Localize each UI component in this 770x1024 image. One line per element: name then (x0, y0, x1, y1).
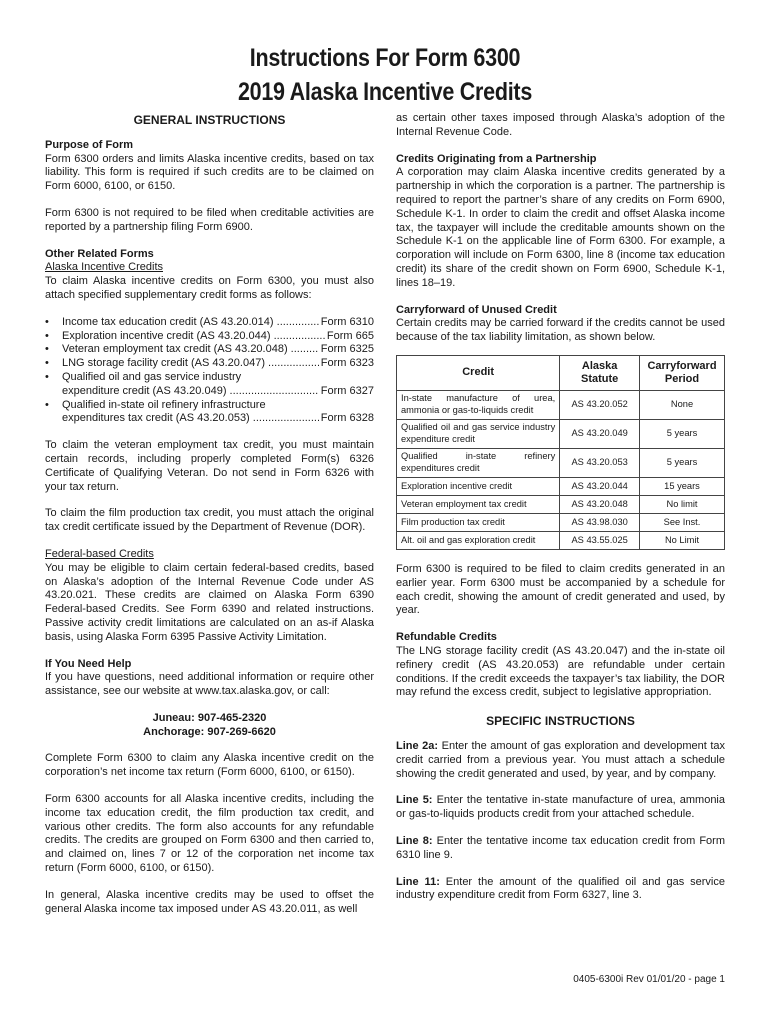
list-item: • Veteran employment tax credit (AS 43.20.048) ..... Form 6325 (45, 343, 374, 357)
veteran-paragraph: To claim the veteran employment tax credit, you must maintain certain records, including properly completed Form(s) 6326 Certificate of Qualifying Veteran. Do not send in Form 6326 with your tax return. (45, 439, 374, 493)
partnership-heading: Credits Originating from a Partnership (396, 152, 597, 165)
purpose-paragraph-1: Form 6300 orders and limits Alaska incentive credits, based on tax liability. This form is required if such credits are to be claimed on Form 6000, 6100, or 6150. (45, 152, 374, 193)
left-column (45, 112, 374, 916)
other-forms-heading: Other Related Forms (45, 247, 154, 260)
anchorage-phone: Anchorage: 907-269-6620 (143, 725, 276, 738)
line-8-instruction: Line 8: Enter the tentative income tax education credit from Form 6310 line 9. (396, 834, 725, 861)
list-item: • Exploration incentive credit (AS 43.20.044) ..... Form 665 (45, 330, 374, 344)
accounts-paragraph: Form 6300 accounts for all Alaska incentive credits, including the income tax education credit, the film production tax credit, and various other credits. The form also accounts for any refundable credits. The credits are grouped on Form 6300 and then carried to, and claimed on, lines 7 or 12 of the corporation net income tax return (Form 6000, 6100, or 6150). (45, 793, 374, 875)
list-item: • LNG storage facility credit (AS 43.20.047) ..... Form 6323 (45, 357, 374, 371)
table-row: Alt. oil and gas exploration credit AS 43.55.025 No Limit (397, 531, 725, 549)
partnership-paragraph: A corporation may claim Alaska incentive credits generated by a partnership in which the corporation is a partner. The partnership is required to report the partner’s share of any credits on Form 6900, Schedule K-1. In order to claim the credit and offset Alaska income tax, the taxpayer will include the creditable amounts shown on the Schedule K-1 on the applicable line of Form 6300. For example, a corporation will include on Form 6300, line 8 (income tax education credit) its share of the credit shown on Form 6900, Schedule K-1, lines 18–19. (396, 166, 725, 289)
general-offset-paragraph: In general, Alaska incentive credits may be used to offset the general Alaska income tax imposed under AS 43.20.011, as well (45, 888, 374, 915)
help-paragraph: If you have questions, need additional information or require other assistance, see our website at www.tax.alaska.gov, or call: (45, 671, 374, 698)
list-item: • Qualified oil and gas service industry expenditure credit (AS 43.20.049) ..... Form 6327 (45, 371, 374, 399)
line-2a-instruction: Line 2a: Enter the amount of gas exploration and development tax credit carried from a previous year. You must attach a schedule showing the credit generated and used, by year, and by company. (396, 739, 725, 780)
list-item: • Income tax education credit (AS 43.20.014) ..... Form 6310 (45, 316, 374, 330)
credit-column-header: Credit (397, 355, 560, 390)
refundable-heading: Refundable Credits (396, 631, 497, 644)
line-5-instruction: Line 5: Enter the tentative in-state manufacture of urea, ammonia or gas-to-liquids products credit from your attached schedule. (396, 794, 725, 821)
table-row: Film production tax credit AS 43.98.030 See Inst. (397, 513, 725, 531)
list-item: • Qualified in-state oil refinery infrastructure expenditures tax credit (AS 43.20.053) ..... Form 6328 (45, 399, 374, 427)
general-instructions-heading: GENERAL INSTRUCTIONS (133, 113, 286, 127)
table-header-row (397, 355, 725, 390)
alaska-credits-subheading: Alaska Incentive Credits (45, 261, 163, 274)
carryforward-heading: Carryforward of Unused Credit (396, 303, 557, 316)
credit-forms-list (45, 316, 374, 426)
required-paragraph: Form 6300 is required to be filed to claim credits generated in an earlier year. Form 6300 must be accompanied by a schedule for each credit, showing the amount of credit generated and used, by year. (396, 562, 725, 617)
specific-instructions-heading: SPECIFIC INSTRUCTIONS (486, 714, 635, 729)
table-row: Exploration incentive credit AS 43.20.044 15 years (397, 477, 725, 495)
line-11-instruction: Line 11: Enter the amount of the qualified oil and gas service industry expenditure credit from Form 6327, line 3. (396, 875, 725, 902)
carryforward-paragraph: Certain credits may be carried forward if the credits cannot be used because of the tax liability limitation, as shown below. (396, 317, 725, 344)
table-row: Qualified oil and gas service industry expenditure credit AS 43.20.049 5 years (397, 419, 725, 448)
alaska-credits-paragraph: To claim Alaska incentive credits on Form 6300, you must also attach specified supplementary credit forms as follows: (45, 275, 374, 301)
page-footer: 0405-6300i Rev 01/01/20 - page 1 (573, 974, 725, 985)
right-column (396, 112, 725, 903)
juneau-phone: Juneau: 907-465-2320 (152, 711, 267, 724)
film-paragraph: To claim the film production tax credit, you must attach the original tax credit certificate issued by the Department of Revenue (DOR). (45, 507, 374, 534)
carryforward-table (396, 355, 725, 550)
purpose-heading: Purpose of Form (45, 138, 134, 151)
help-heading: If You Need Help (45, 657, 132, 670)
statute-column-header: Alaska Statute (560, 355, 640, 390)
federal-credits-subheading: Federal-based Credits (45, 547, 154, 560)
period-column-header: Carryforward Period (640, 355, 725, 390)
refundable-paragraph: The LNG storage facility credit (AS 43.20.047) and the in-state oil refinery credit (AS 43.20.053) are refundable under certain conditions. If the credit exceeds the taxpayer’s tax liability, the DOR may refund the excess credit, subject to legislative appropriation. (396, 644, 725, 699)
purpose-paragraph-2: Form 6300 is not required to be filed when creditable activities are reported by a partnership filing Form 6900. (45, 206, 374, 233)
table-row: Qualified in-state refinery expenditures credit AS 43.20.053 5 years (397, 448, 725, 477)
continued-paragraph: as certain other taxes imposed through Alaska’s adoption of the Internal Revenue Code. (396, 112, 725, 138)
page-subtitle: 2019 Alaska Incentive Credits (237, 78, 533, 106)
complete-paragraph: Complete Form 6300 to claim any Alaska incentive credit on the corporation’s net income tax return (Form 6000, 6100, or 6150). (45, 752, 374, 779)
federal-credits-paragraph: You may be eligible to claim certain federal-based credits, based on Alaska’s adoption of the Internal Revenue Code under AS 43.20.021. These credits are claimed on Alaska Form 6390 Federal-based Credits. See Form 6390 and related instructions. Passive activity credit limitations are calculated on an as-if Alaska basis, using Alaska Form 6395 Passive Activity Limitation. (45, 561, 374, 643)
table-row: In-state manufacture of urea, ammonia or gas-to-liquids credit AS 43.20.052 None (397, 390, 725, 419)
table-row: Veteran employment tax credit AS 43.20.048 No limit (397, 495, 725, 513)
page-title: Instructions For Form 6300 (249, 44, 521, 72)
